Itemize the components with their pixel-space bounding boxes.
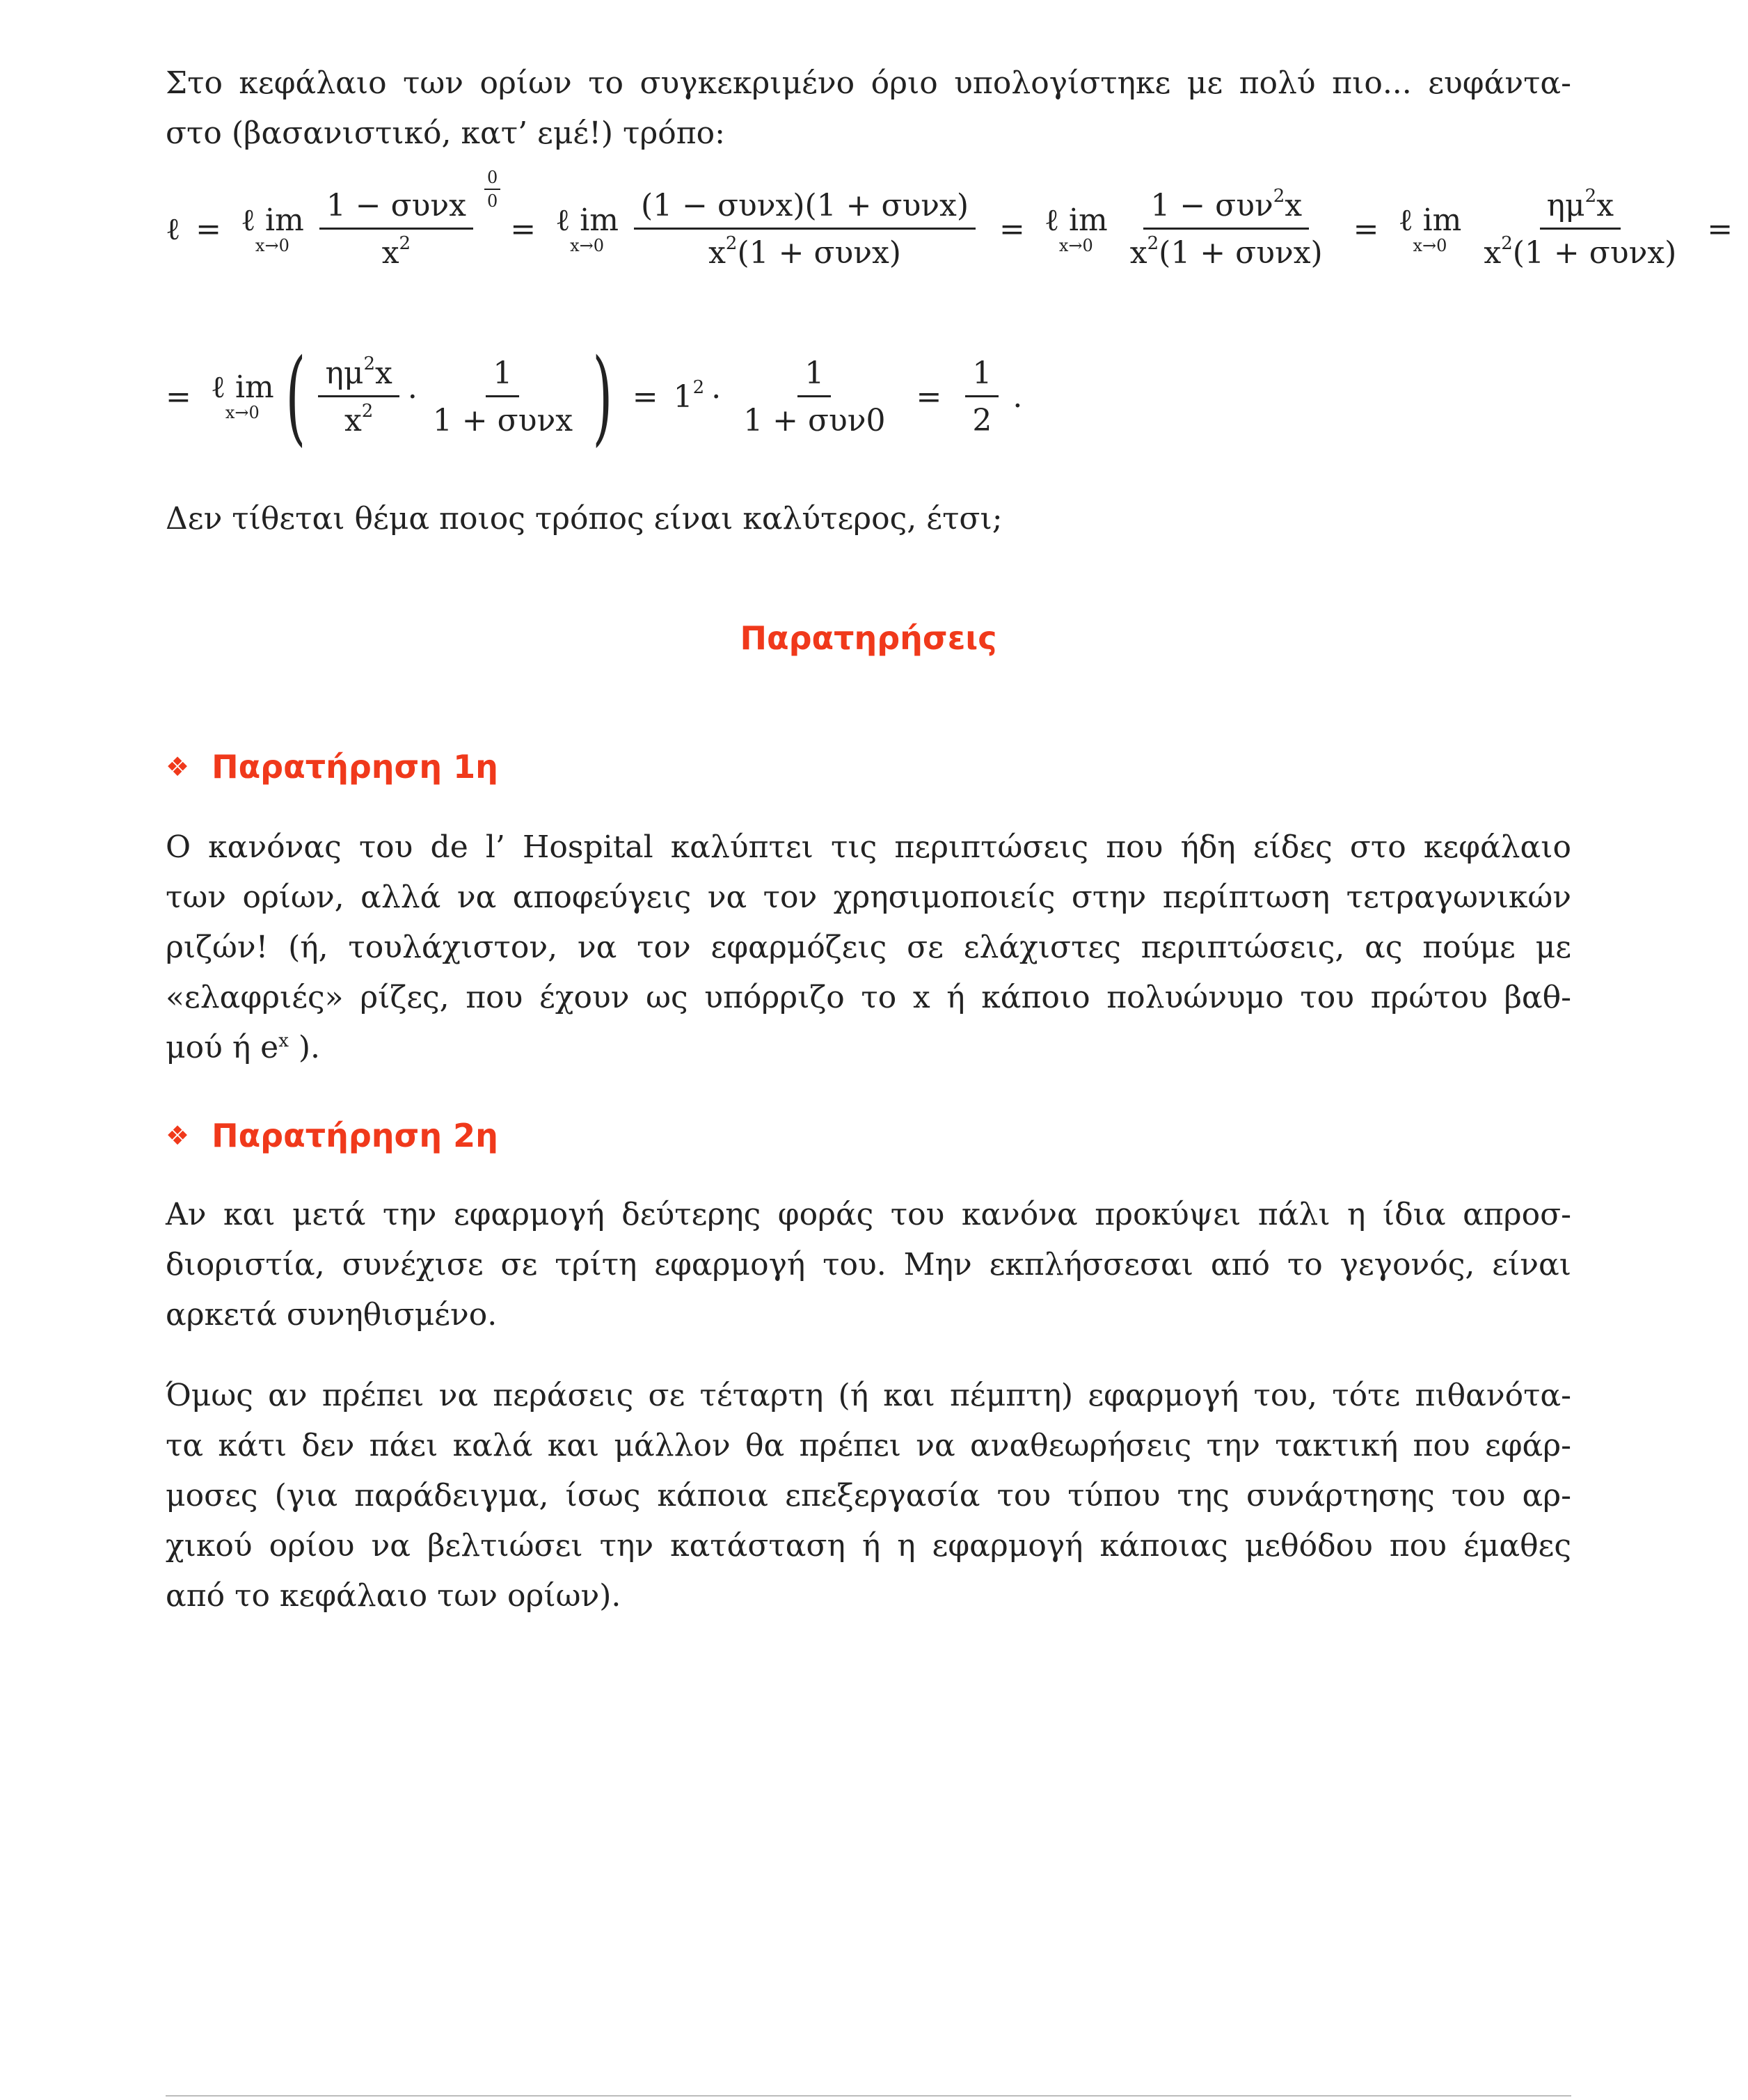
ell-symbol: ℓ bbox=[166, 212, 181, 247]
indeterminate-form: $\frac{0}{0}$ bbox=[484, 168, 500, 211]
equation-line-2 bbox=[166, 337, 1023, 456]
equation-line-1 bbox=[166, 167, 1748, 271]
text-line: Αν και μετά την εφαρμογή δεύτερης φοράς του κανόνα προκύψει πάλι η ίδια απροσ- bbox=[166, 1197, 1571, 1232]
fraction: $\frac{1 - \sigma\upsilon\nu^2x}{x^2(1 + \sigma\upsilon\nu x)}$ bbox=[1129, 186, 1323, 271]
text-line: Δεν τίθεται θέμα ποιος τρόπος είναι καλύτερος, έτσι; bbox=[166, 501, 1003, 536]
text-line: Στο κεφάλαιο των ορίων το συγκεκριμένο όριο υπολογίστηκε με πολύ πιο... ευφάντα- bbox=[166, 65, 1571, 101]
fraction: $\frac{\text{1 − συνx}}{x^2}$ bbox=[319, 188, 473, 271]
fraction: $\frac{\eta\mu^2x}{x^2(1 + \sigma\upsilon\nu x)}$ bbox=[1484, 186, 1677, 271]
text-line: στο (βασανιστικό, κατ’ εμέ!) τρόπο: bbox=[166, 116, 725, 151]
equals-sign: = bbox=[632, 379, 658, 415]
fraction: $\frac{\eta\mu^2x}{x^2}$ bbox=[318, 356, 399, 438]
limit-operator: ℓ im x→0 bbox=[1398, 202, 1462, 255]
text-line: αρκετά συνηθισμένο. bbox=[166, 1297, 498, 1333]
limit-operator: ℓ im x→0 bbox=[210, 369, 274, 422]
observation-1-text bbox=[166, 822, 1571, 1077]
equals-sign: = bbox=[916, 379, 942, 415]
equals-sign: = bbox=[166, 379, 191, 415]
text-line: «ελαφριές» ρίζες, που έχουν ως υπόρριζο το x ή κάποιο πολυώνυμο του πρώτου βαθ- bbox=[166, 980, 1571, 1015]
observation-2-title: Παρατήρηση 2η bbox=[212, 1117, 498, 1154]
text-line: των ορίων, αλλά να αποφεύγεις να τον χρησιμοποιείς στην περίπτωση τετραγωνικών bbox=[166, 880, 1571, 915]
equals-sign: = bbox=[1353, 212, 1379, 247]
equals-sign: = bbox=[1707, 212, 1733, 247]
observation-2-heading bbox=[166, 1117, 498, 1154]
fraction-one-half: $\frac{1}{2}$ bbox=[965, 356, 999, 438]
limit-operator: ℓ im x→0 bbox=[240, 202, 304, 255]
equals-sign: = bbox=[510, 212, 537, 247]
diamond-bullet-icon: ❖ bbox=[166, 751, 190, 782]
text-line: από το κεφάλαιο των ορίων). bbox=[166, 1578, 621, 1614]
text-line: διοριστία, συνέχισε σε τρίτη εφαρμογή του. Μην εκπλήσσεσαι από το γεγονός, είναι bbox=[166, 1247, 1571, 1282]
text-line: Όμως αν πρέπει να περάσεις σε τέταρτη (ή και πέμπτη) εφαρμογή του, τότε πιθανότα- bbox=[166, 1378, 1571, 1413]
observation-1-heading bbox=[166, 748, 498, 786]
section-title: Παρατηρήσεις bbox=[740, 619, 997, 657]
dot-operator: · bbox=[711, 379, 722, 415]
equals-sign: = bbox=[999, 212, 1025, 247]
text-line: μού ή $e^x$ ). bbox=[166, 1030, 321, 1065]
fraction: $\frac{\text{(1 − συνx)(1 + συνx)}}{x^2(1 + \sigma\upsilon\nu x)}$ bbox=[634, 188, 976, 271]
observation-1-title: Παρατήρηση 1η bbox=[212, 748, 498, 786]
intro-paragraph bbox=[166, 58, 1571, 159]
text-line: χικού ορίου να βελτιώσει την κατάσταση ή η εφαρμογή κάποιας μεθόδου που έμαθες bbox=[166, 1528, 1571, 1564]
fraction: $\frac{1}{\text{1 + συνx}}$ bbox=[432, 355, 573, 438]
period: . bbox=[1012, 379, 1023, 415]
observation-2-text-1 bbox=[166, 1190, 1571, 1340]
diamond-bullet-icon: ❖ bbox=[166, 1120, 190, 1151]
right-parenthesis: ) bbox=[592, 337, 613, 456]
dot-operator: · bbox=[407, 379, 418, 415]
limit-operator: ℓ im x→0 bbox=[555, 202, 619, 255]
text-line: τα κάτι δεν πάει καλά και μάλλον θα πρέπει να αναθεωρήσεις την τακτική που εφάρ- bbox=[166, 1428, 1571, 1463]
fraction: $\frac{1}{\text{1 + συν0}}$ bbox=[743, 355, 886, 438]
one-squared: $1^2$ bbox=[673, 376, 705, 415]
text-line: ριζών! (ή, τουλάχιστον, να τον εφαρμόζεις σε ελάχιστες περιπτώσεις, ας πούμε με bbox=[166, 930, 1571, 965]
footer-divider bbox=[166, 2095, 1571, 2097]
observation-2-text-2 bbox=[166, 1371, 1571, 1621]
equals-sign: = bbox=[196, 212, 221, 247]
text-line: Ο κανόνας του de l’ Hospital καλύπτει τις περιπτώσεις που ήδη είδες στο κεφάλαιο bbox=[166, 829, 1571, 865]
limit-operator: ℓ im x→0 bbox=[1044, 202, 1108, 255]
after-math-paragraph bbox=[166, 494, 1571, 544]
text-line: μοσες (για παράδειγμα, ίσως κάποια επεξεργασία του τύπου της συνάρτησης του αρ- bbox=[166, 1478, 1571, 1513]
left-parenthesis: ( bbox=[285, 337, 306, 456]
